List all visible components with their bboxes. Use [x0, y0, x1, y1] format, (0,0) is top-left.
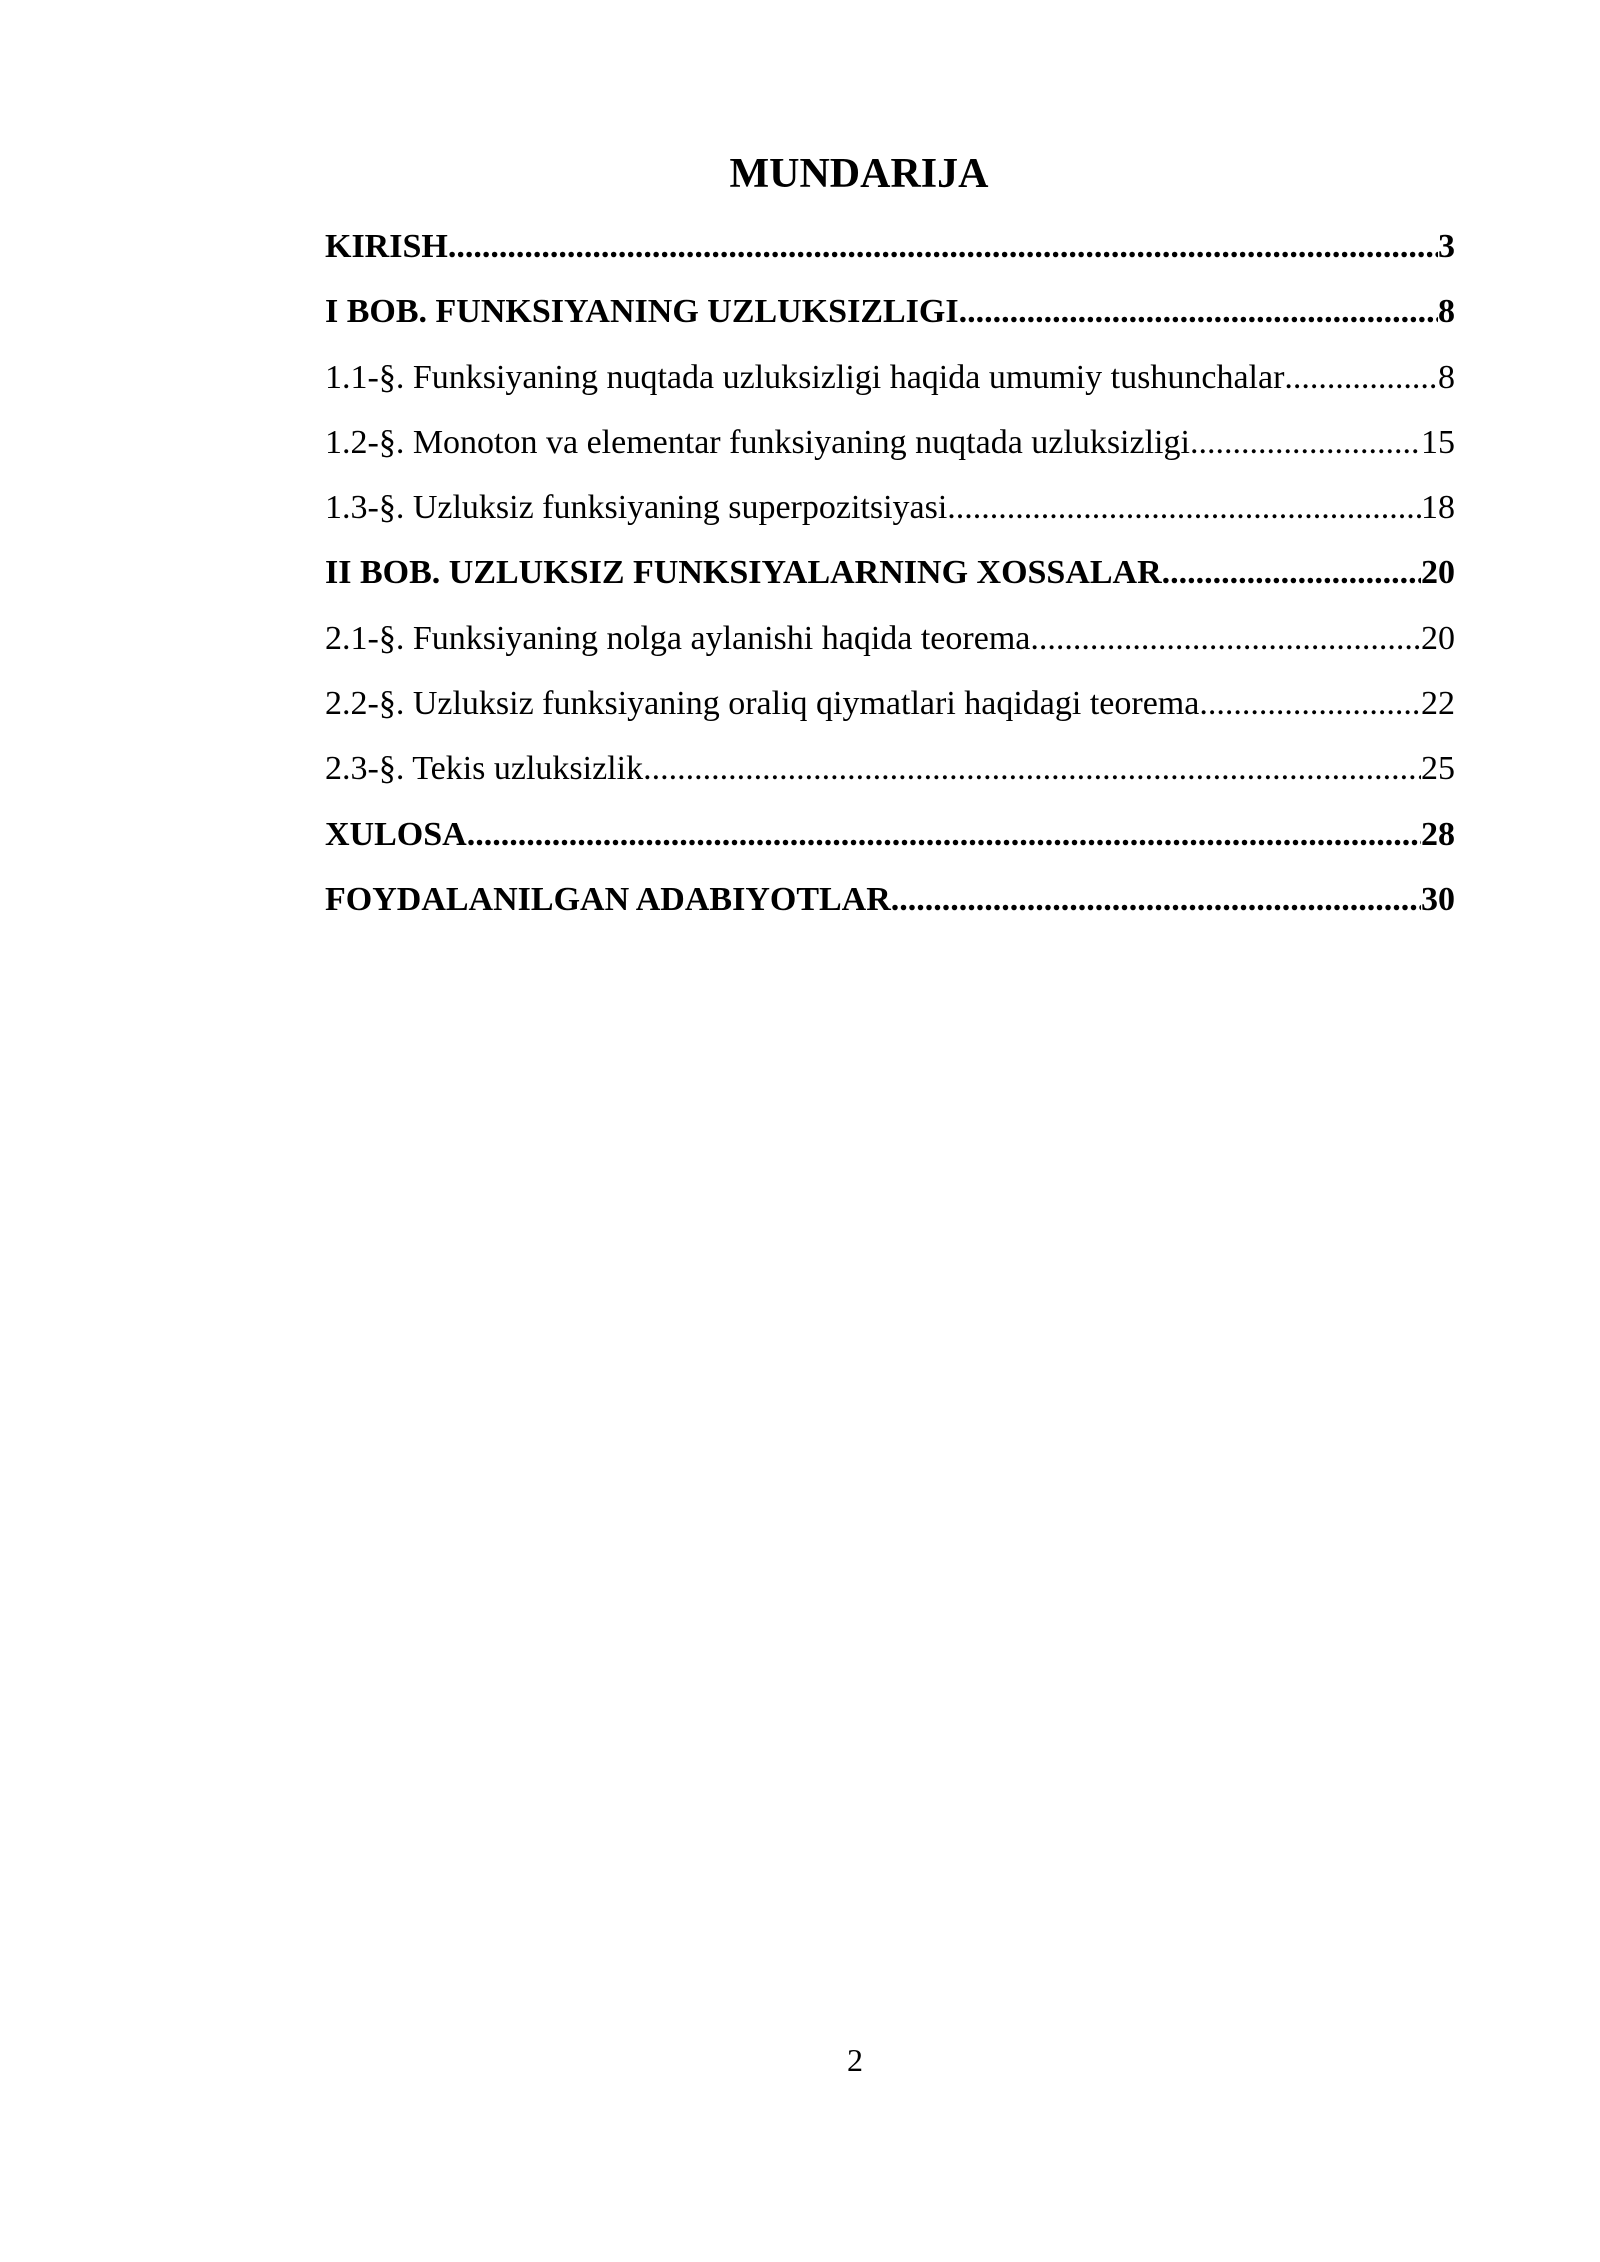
toc-entry-title: 2.3-§. Tekis uzluksizlik: [325, 750, 644, 788]
table-of-contents: [325, 220, 1455, 938]
toc-entry[interactable]: [325, 351, 1455, 416]
toc-dot-leader: [891, 873, 1421, 927]
toc-entry-page: 22: [1421, 685, 1455, 723]
toc-entry[interactable]: [325, 873, 1455, 938]
toc-entry-page: 25: [1421, 750, 1455, 788]
toc-dot-leader: [1190, 416, 1421, 470]
toc-entry-page: 8: [1438, 358, 1455, 396]
toc-entry-title: I BOB. FUNKSIYANING UZLUKSIZLIGI: [325, 293, 959, 331]
page-number: 2: [847, 2042, 863, 2078]
toc-entry-page: 30: [1421, 880, 1455, 918]
toc-dot-leader: [467, 808, 1421, 862]
toc-dot-leader: [448, 220, 1438, 274]
toc-dot-leader: [959, 285, 1438, 339]
toc-entry-title: II BOB. UZLUKSIZ FUNKSIYALARNING XOSSALAR: [325, 554, 1162, 592]
toc-dot-leader: [947, 481, 1421, 535]
toc-entry-page: 8: [1438, 293, 1455, 331]
toc-entry[interactable]: [325, 677, 1455, 742]
toc-entry[interactable]: [325, 416, 1455, 481]
toc-entry-title: XULOSA: [325, 815, 467, 853]
toc-entry-title: 2.1-§. Funksiyaning nolga aylanishi haqida teorema: [325, 619, 1031, 657]
toc-entry[interactable]: [325, 808, 1455, 873]
toc-dot-leader: [1030, 612, 1421, 666]
toc-entry-title: 1.2-§. Monoton va elementar funksiyaning nuqtada uzluksizligi: [325, 423, 1190, 461]
toc-entry-title: FOYDALANILGAN ADABIYOTLAR: [325, 880, 891, 918]
toc-entry[interactable]: [325, 481, 1455, 546]
toc-entry[interactable]: [325, 285, 1455, 350]
toc-entry-page: 3: [1438, 228, 1455, 265]
toc-dot-leader: [1162, 546, 1421, 600]
toc-dot-leader: [643, 742, 1421, 796]
toc-entry-page: 20: [1421, 554, 1455, 592]
toc-entry-title: 2.2-§. Uzluksiz funksiyaning oraliq qiymatlari haqidagi teorema: [325, 685, 1200, 723]
toc-entry-title: 1.3-§. Uzluksiz funksiyaning superpozitsiyasi: [325, 489, 948, 527]
toc-entry[interactable]: [325, 546, 1455, 611]
toc-entry[interactable]: [325, 612, 1455, 677]
toc-entry-page: 28: [1421, 815, 1455, 853]
toc-title: MUNDARIJA: [729, 151, 989, 197]
toc-entry-title: KIRISH: [325, 228, 448, 265]
toc-entry-page: 18: [1421, 489, 1455, 527]
toc-entry-title: 1.1-§. Funksiyaning nuqtada uzluksizligi haqida umumiy tushunchalar: [325, 358, 1285, 396]
toc-entry-page: 20: [1421, 619, 1455, 657]
toc-entry[interactable]: [325, 742, 1455, 807]
toc-entry[interactable]: [325, 220, 1455, 285]
toc-entry-page: 15: [1421, 423, 1455, 461]
toc-dot-leader: [1199, 677, 1421, 731]
toc-dot-leader: [1284, 351, 1438, 405]
